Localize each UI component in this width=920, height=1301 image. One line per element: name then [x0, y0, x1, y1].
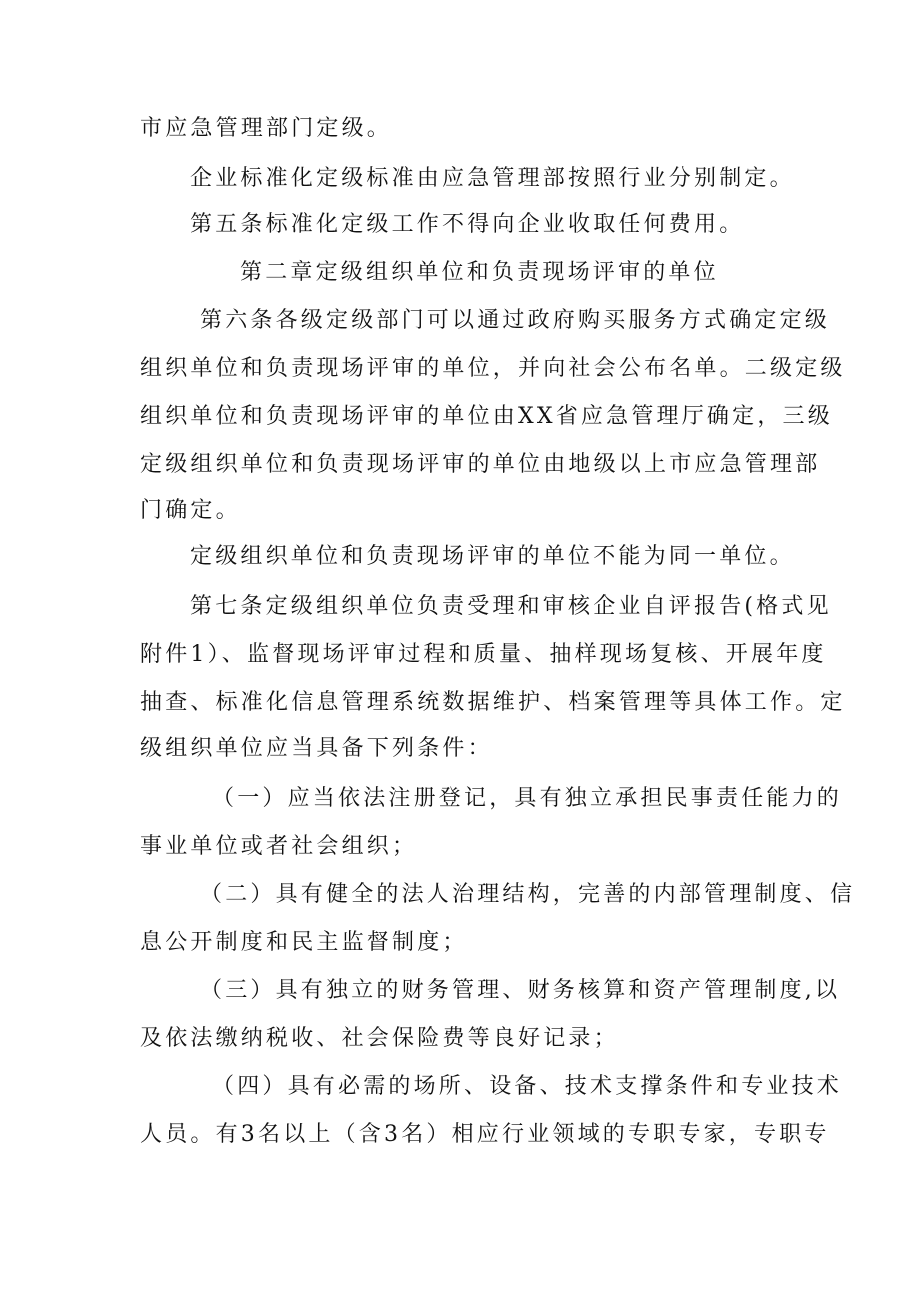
text-line-13: 抽查、标准化信息管理系统数据维护、档案管理等具体工作。定	[140, 690, 846, 715]
text-line-10: 定级组织单位和负责现场评审的单位不能为同一单位。	[190, 544, 795, 569]
text-line-7: 组织单位和负责现场评审的单位由XX省应急管理厅确定，三级	[140, 404, 833, 429]
chapter-heading: 第二章定级组织单位和负责现场评审的单位	[240, 260, 719, 285]
text-line-18: 息公开制度和民主监督制度；	[140, 930, 468, 955]
text-line-3: 第五条标准化定级工作不得向企业收取任何费用。	[190, 212, 745, 237]
text-line-22: 人员。有3名以上（含3名）相应行业领域的专职专家，专职专	[140, 1122, 830, 1147]
text-line-19: （三）具有独立的财务管理、财务核算和资产管理制度,以	[200, 978, 841, 1003]
text-line-20: 及依法缴纳税收、社会保险费等良好记录；	[140, 1026, 619, 1051]
text-line-1: 市应急管理部门定级。	[140, 116, 393, 141]
text-line-12: 附件1）、监督现场评审过程和质量、抽样现场复核、开展年度	[140, 642, 827, 667]
text-line-15: （一）应当依法注册登记，具有独立承担民事责任能力的	[212, 786, 843, 811]
text-line-21: （四）具有必需的场所、设备、技术支撑条件和专业技术	[212, 1074, 843, 1099]
text-line-2: 企业标准化定级标准由应急管理部按照行业分别制定。	[190, 166, 795, 191]
text-line-11: 第七条定级组织单位负责受理和审核企业自评报告(格式见	[190, 594, 832, 619]
text-line-9: 门确定。	[140, 498, 241, 523]
text-line-5: 第六条各级定级部门可以通过政府购买服务方式确定定级	[200, 308, 831, 333]
text-line-8: 定级组织单位和负责现场评审的单位由地级以上市应急管理部	[140, 452, 821, 477]
text-line-17: （二）具有健全的法人治理结构，完善的内部管理制度、信	[200, 882, 856, 907]
text-line-6: 组织单位和负责现场评审的单位，并向社会公布名单。二级定级	[140, 356, 846, 381]
text-line-16: 事业单位或者社会组织；	[140, 834, 418, 859]
text-line-14: 级组织单位应当具备下列条件：	[140, 736, 493, 761]
